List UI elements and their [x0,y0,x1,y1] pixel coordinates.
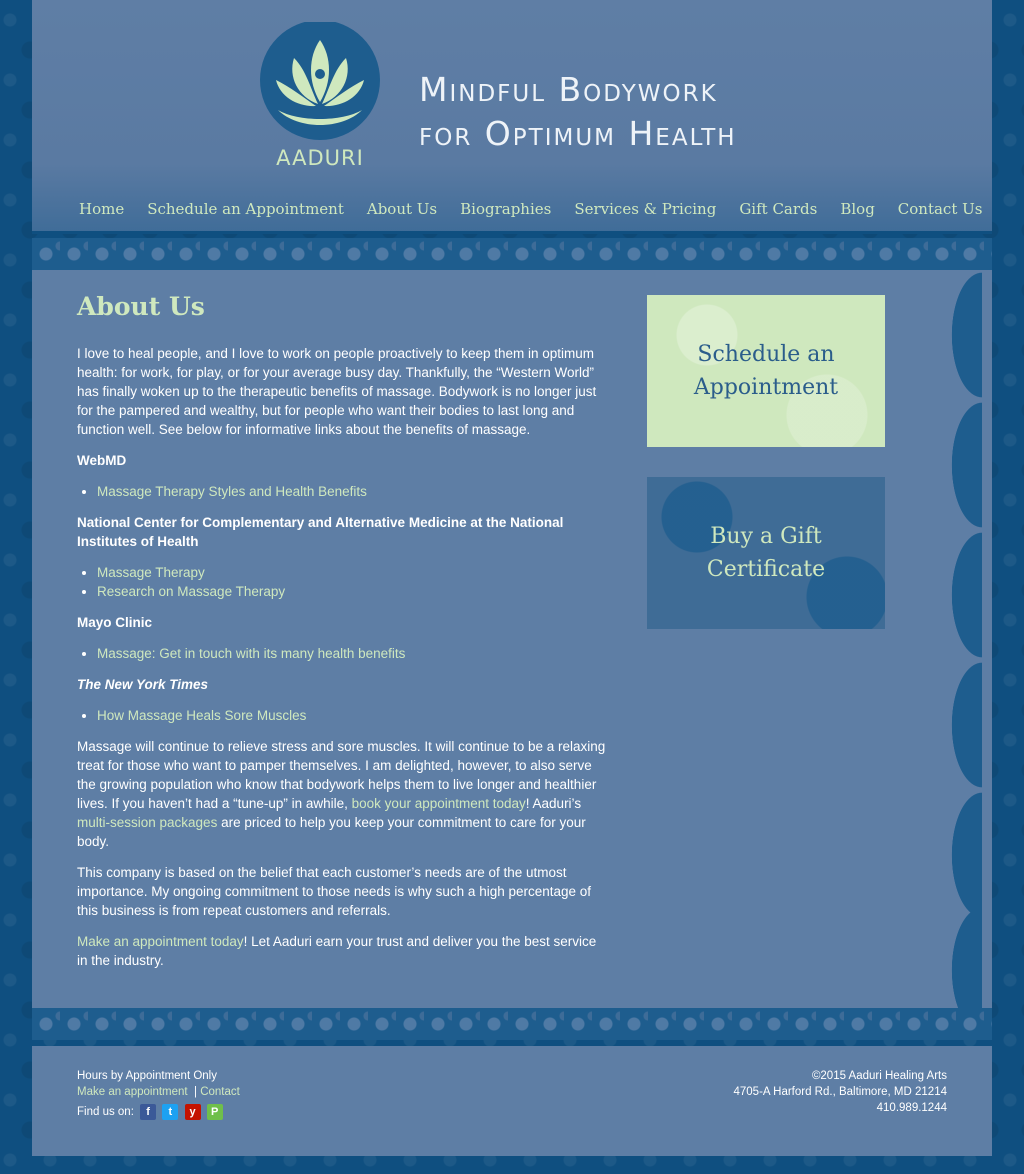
footer-links [77,1084,240,1100]
packages-link[interactable]: multi-session packages [77,815,218,830]
tagline-line2: for Optimum Health [419,114,737,153]
separator: | [194,1086,197,1098]
copyright: ©2015 Aaduri Healing Arts [811,1070,947,1082]
link-list [77,563,607,601]
parking-icon[interactable]: P [207,1104,223,1120]
footer-contact-link[interactable]: Contact [200,1086,240,1098]
section-heading: The New York Times [77,677,209,692]
list-item [97,563,607,582]
link-list [77,706,607,725]
logo[interactable] [258,22,382,176]
lotus-icon [258,22,382,146]
paragraph-4 [77,932,607,970]
main-area [32,270,992,1008]
list-item [97,644,607,663]
content [77,290,607,982]
link[interactable]: Massage Therapy Styles and Health Benefits [97,484,367,499]
list-item [97,582,607,601]
nav-biographies[interactable]: Biographies [460,200,552,218]
list-item [97,706,607,725]
section-heading: Mayo Clinic [77,615,153,630]
paragraph-3: This company is based on the belief that each customer’s needs are of the utmost importance. My ongoing commitment to those needs is why such a high percentage of this business is from repeat customers and referrals. [77,865,592,918]
nav-gift-cards[interactable]: Gift Cards [739,200,818,218]
logo-text: AADURI [276,146,364,170]
book-appointment-link[interactable]: book your appointment today [351,796,526,811]
text: ! Let Aaduri earn your trust and deliver you the best service in the industry. [77,934,597,968]
twitter-icon[interactable]: t [162,1104,178,1120]
make-appointment-link[interactable]: Make an appointment today [77,934,244,949]
phone: 410.989.1244 [876,1102,947,1114]
site-header [32,0,992,234]
intro-paragraph: I love to heal people, and I love to work on people proactively to keep them in optimum health: for work, for play, or for your average busy day. Thankfully, the “Western World” has finally woken up to the therapeutic benefits of massage. Bodywork is no longer just for the pampered and wealthy, but for people who want their bodies to last long and function well. See below for informative links about the benefits of massage. [77,346,597,437]
site-footer [32,1046,992,1156]
page-wrapper [32,0,992,1156]
link-list [77,482,607,501]
nav-blog[interactable]: Blog [840,200,875,218]
main-nav [32,200,992,234]
schedule-appointment-button[interactable]: Schedule an Appointment [647,295,885,447]
nav-about[interactable]: About Us [366,200,438,218]
social-row [77,1104,240,1120]
page-title: About Us [77,292,205,321]
nav-schedule[interactable]: Schedule an Appointment [147,200,344,218]
hours-text: Hours by Appointment Only [77,1070,217,1082]
text: ! Aaduri’s [525,796,582,811]
tagline-line1: Mindful Bodywork [419,70,718,109]
sidebar [647,295,885,659]
text: Massage will continue to relieve stress and sore muscles. It will continue to be a relaxing treat for those who want to pamper themselves. I am delighted, however, to also serve the growing population who know that bodywork helps them to live longer and healthier lives. If you haven’t had a “tune-up” in awhile, [77,739,606,811]
mandala-border [912,270,982,1008]
link[interactable]: Massage Therapy [97,565,205,580]
yelp-icon[interactable]: y [185,1104,201,1120]
paragraph-2 [77,737,607,851]
address: 4705-A Harford Rd., Baltimore, MD 21214 [733,1086,947,1098]
facebook-icon[interactable]: f [140,1104,156,1120]
nav-contact[interactable]: Contact Us [897,200,983,218]
footer-left [77,1068,240,1120]
nav-home[interactable]: Home [79,200,125,218]
footer-right [734,1068,948,1116]
tagline [419,68,939,156]
link[interactable]: How Massage Heals Sore Muscles [97,708,307,723]
link[interactable]: Research on Massage Therapy [97,584,286,599]
link[interactable]: Massage: Get in touch with its many health benefits [97,646,406,661]
footer-appointment-link[interactable]: Make an appointment [77,1086,188,1098]
decorative-band-top [32,238,992,270]
link-list [77,644,607,663]
section-heading: WebMD [77,453,127,468]
nav-services[interactable]: Services & Pricing [574,200,717,218]
decorative-band-bottom [32,1008,992,1040]
gift-certificate-button[interactable]: Buy a Gift Certificate [647,477,885,629]
section-heading: National Center for Complementary and Alternative Medicine at the National Institutes of Health [77,515,564,549]
find-us-label: Find us on: [77,1106,134,1119]
list-item [97,482,607,501]
text: are priced to help you keep your commitment to care for your body. [77,815,586,849]
